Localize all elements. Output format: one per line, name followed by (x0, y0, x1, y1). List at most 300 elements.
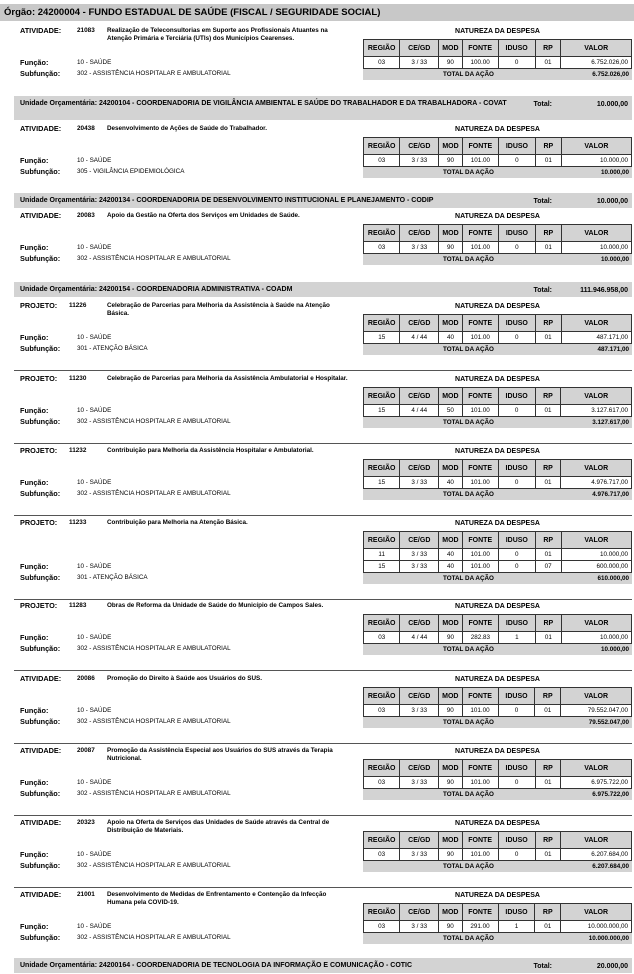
column-header: FONTE (462, 688, 498, 705)
column-header: CE/GD (400, 760, 439, 777)
unidade-title: Unidade Orçamentária: 24200134 - COORDENADORIA DE DESENVOLVIMENTO INSTITUCIONAL E PLANEJAMENTO - CODIP (20, 197, 434, 204)
total-acao-value: 3.127.617,00 (592, 419, 629, 426)
expense-cell: 0 (498, 849, 535, 861)
action-code: 20083 (77, 212, 95, 219)
subfuncao-label: Subfunção: (20, 69, 61, 78)
column-header: MOD (439, 760, 463, 777)
column-header: REGIÃO (364, 460, 400, 477)
column-header: RP (535, 138, 561, 155)
column-header: IDUSO (498, 904, 535, 921)
unidade-total-label: Total: (533, 101, 552, 108)
total-acao-label: TOTAL DA AÇÃO (443, 71, 494, 78)
action-code: 20438 (77, 125, 95, 132)
expense-cell: 101.00 (462, 849, 498, 861)
subfuncao-label: Subfunção: (20, 489, 61, 498)
expense-cell: 01 (535, 405, 561, 417)
unidade-orcamentaria-header (14, 96, 632, 120)
column-header: IDUSO (498, 388, 535, 405)
expense-cell: 101.00 (462, 705, 498, 717)
total-acao-row (363, 254, 632, 265)
subfuncao-value: 302 - ASSISTÊNCIA HOSPITALAR E AMBULATORIAL (77, 862, 231, 869)
column-header: RP (535, 40, 561, 57)
expense-cell: 3 / 33 (400, 705, 439, 717)
expense-cell: 10.000,00 (561, 155, 631, 167)
expense-cell: 3.127.617,00 (561, 405, 632, 417)
unidade-title: Unidade Orçamentária: 24200164 - COORDENADORIA DE TECNOLOGIA DA INFORMAÇÃO E COMUNICAÇÃO - COTIC (20, 962, 413, 969)
unidade-orcamentaria-header (14, 958, 632, 973)
expense-cell: 3 / 33 (400, 477, 439, 489)
column-header: FONTE (462, 532, 498, 549)
expense-cell: 0 (498, 405, 535, 417)
funcao-label: Função: (20, 562, 49, 571)
total-acao-label: TOTAL DA AÇÃO (443, 646, 494, 653)
funcao-label: Função: (20, 58, 49, 67)
unidade-total-label: Total: (533, 198, 552, 205)
column-header: MOD (439, 615, 463, 632)
column-header: VALOR (561, 615, 631, 632)
action-description: Apoio na Oferta de Serviços das Unidades de Saúde através da Central de Distribuição de Materiais. (107, 819, 330, 834)
column-header: CE/GD (400, 40, 439, 57)
action-kind-label: PROJETO: (20, 374, 58, 383)
expense-cell: 90 (439, 155, 463, 167)
column-header: VALOR (561, 460, 632, 477)
column-header: VALOR (561, 688, 632, 705)
natureza-header: NATUREZA DA DESPESA (455, 520, 540, 527)
section-divider (14, 887, 632, 888)
expense-header-row (364, 760, 632, 777)
column-header: MOD (439, 688, 462, 705)
action-kind-label: ATIVIDADE: (20, 674, 62, 683)
column-header: IDUSO (498, 832, 535, 849)
expense-cell: 101.00 (462, 242, 498, 254)
unidade-total-value: 10.000,00 (596, 101, 628, 108)
column-header: FONTE (462, 760, 498, 777)
expense-cell: 10.000.000,00 (561, 921, 632, 933)
natureza-header: NATUREZA DA DESPESA (455, 603, 540, 610)
total-acao-row (363, 717, 632, 728)
total-acao-label: TOTAL DA AÇÃO (443, 256, 494, 263)
funcao-label: Função: (20, 850, 49, 859)
expense-row (364, 549, 632, 561)
funcao-value: 10 - SAÚDE (77, 634, 112, 641)
expense-cell: 10.000,00 (561, 549, 631, 561)
action-kind-label: ATIVIDADE: (20, 746, 62, 755)
expense-table (363, 831, 632, 861)
column-header: RP (535, 688, 561, 705)
column-header: CE/GD (400, 460, 439, 477)
expense-table (363, 137, 632, 167)
unidade-total-value: 20.000,00 (596, 963, 628, 970)
expense-cell: 6.207.684,00 (561, 849, 632, 861)
column-header: CE/GD (400, 832, 439, 849)
orgao-header: Órgão: 24200004 - FUNDO ESTADUAL DE SAÚDE (FISCAL / SEGURIDADE SOCIAL) (0, 4, 634, 21)
column-header: REGIÃO (364, 904, 400, 921)
action-block (14, 123, 632, 191)
action-description: Realização de Teleconsultorias em Suporte aos Profissionais Atuantes na Atenção Primária e Terciária (UTIs) dos Municípios Cearenses. (107, 27, 328, 42)
expense-header-row (364, 832, 632, 849)
column-header: VALOR (561, 225, 631, 242)
column-header: VALOR (561, 40, 632, 57)
action-description: Desenvolvimento de Medidas de Enfrentamento e Contenção da Infecção Humana pela COVID-19. (107, 891, 327, 906)
action-description: Promoção do Direito à Saúde aos Usuários do SUS. (107, 675, 263, 682)
column-header: RP (535, 532, 561, 549)
expense-cell: 90 (439, 849, 463, 861)
expense-cell: 1 (498, 921, 535, 933)
section-divider (14, 670, 632, 671)
expense-cell: 4 / 44 (400, 632, 439, 644)
expense-cell: 90 (439, 57, 463, 69)
action-kind-label: ATIVIDADE: (20, 818, 62, 827)
expense-cell: 03 (364, 242, 400, 254)
column-header: REGIÃO (364, 688, 400, 705)
expense-cell: 15 (364, 405, 400, 417)
total-acao-value: 10.000.000,00 (588, 935, 629, 942)
action-code: 21083 (77, 27, 95, 34)
action-kind-label: ATIVIDADE: (20, 124, 62, 133)
action-block (14, 600, 632, 668)
subfuncao-value: 302 - ASSISTÊNCIA HOSPITALAR E AMBULATORIAL (77, 255, 231, 262)
expense-cell: 11 (364, 549, 400, 561)
funcao-label: Função: (20, 156, 49, 165)
expense-cell: 0 (498, 242, 535, 254)
action-kind-label: PROJETO: (20, 601, 58, 610)
expense-cell: 01 (535, 849, 561, 861)
column-header: REGIÃO (364, 532, 400, 549)
funcao-label: Função: (20, 778, 49, 787)
expense-cell: 40 (439, 549, 463, 561)
expense-row (364, 57, 632, 69)
column-header: VALOR (561, 315, 631, 332)
expense-row (364, 561, 632, 573)
action-code: 11283 (69, 602, 87, 609)
funcao-value: 10 - SAÚDE (77, 59, 112, 66)
action-block (14, 210, 632, 280)
expense-cell: 487.171,00 (561, 332, 631, 344)
expense-cell: 1 (498, 632, 535, 644)
funcao-label: Função: (20, 333, 49, 342)
column-header: FONTE (462, 40, 498, 57)
column-header: CE/GD (400, 904, 439, 921)
action-kind-label: PROJETO: (20, 301, 58, 310)
action-code: 20323 (77, 819, 95, 826)
natureza-header: NATUREZA DA DESPESA (455, 28, 540, 35)
action-description: Promoção da Assistência Especial aos Usuários do SUS através da Terapia Nutricional. (107, 747, 333, 762)
column-header: FONTE (462, 225, 498, 242)
column-header: CE/GD (400, 225, 439, 242)
expense-cell: 79.552.047,00 (561, 705, 632, 717)
action-block (14, 817, 632, 885)
subfuncao-label: Subfunção: (20, 167, 61, 176)
column-header: FONTE (462, 388, 498, 405)
expense-row (364, 921, 632, 933)
expense-cell: 03 (364, 632, 400, 644)
action-kind-label: ATIVIDADE: (20, 26, 62, 35)
column-header: CE/GD (400, 688, 439, 705)
subfuncao-value: 301 - ATENÇÃO BÁSICA (77, 574, 148, 581)
total-acao-row (363, 167, 632, 178)
column-header: IDUSO (498, 760, 535, 777)
total-acao-row (363, 417, 632, 428)
section-divider (14, 515, 632, 516)
expense-cell: 40 (439, 477, 463, 489)
total-acao-label: TOTAL DA AÇÃO (443, 346, 494, 353)
subfuncao-value: 302 - ASSISTÊNCIA HOSPITALAR E AMBULATORIAL (77, 934, 231, 941)
funcao-value: 10 - SAÚDE (77, 707, 112, 714)
column-header: FONTE (462, 832, 498, 849)
expense-row (364, 849, 632, 861)
total-acao-label: TOTAL DA AÇÃO (443, 719, 494, 726)
expense-cell: 03 (364, 705, 400, 717)
unidade-total-label: Total: (533, 963, 552, 970)
expense-row (364, 705, 632, 717)
subfuncao-label: Subfunção: (20, 789, 61, 798)
expense-cell: 101.00 (462, 549, 498, 561)
column-header: REGIÃO (364, 388, 400, 405)
expense-cell: 10.000,00 (561, 242, 631, 254)
action-description: Obras de Reforma da Unidade de Saúde do Município de Campos Sales. (107, 602, 324, 609)
expense-cell: 0 (498, 57, 535, 69)
column-header: VALOR (561, 138, 631, 155)
expense-cell: 101.00 (462, 561, 498, 573)
column-header: IDUSO (498, 315, 535, 332)
column-header: RP (535, 225, 561, 242)
subfuncao-label: Subfunção: (20, 644, 61, 653)
expense-cell: 07 (535, 561, 561, 573)
action-code: 11232 (69, 447, 87, 454)
column-header: RP (535, 832, 561, 849)
column-header: VALOR (561, 532, 631, 549)
column-header: MOD (439, 138, 463, 155)
natureza-header: NATUREZA DA DESPESA (455, 126, 540, 133)
natureza-header: NATUREZA DA DESPESA (455, 448, 540, 455)
expense-cell: 4.976.717,00 (561, 477, 632, 489)
expense-row (364, 405, 632, 417)
total-acao-label: TOTAL DA AÇÃO (443, 791, 494, 798)
total-acao-row (363, 933, 632, 944)
subfuncao-label: Subfunção: (20, 573, 61, 582)
expense-cell: 3 / 33 (400, 849, 439, 861)
expense-cell: 03 (364, 155, 400, 167)
expense-table (363, 687, 632, 717)
subfuncao-value: 305 - VIGILÂNCIA EPIDEMIOLÓGICA (77, 168, 185, 175)
unidade-total-value: 111.946.958,00 (580, 287, 628, 294)
column-header: RP (535, 904, 561, 921)
expense-cell: 40 (439, 332, 463, 344)
column-header: REGIÃO (364, 615, 400, 632)
expense-cell: 600.000,00 (561, 561, 631, 573)
action-code: 11230 (69, 375, 87, 382)
column-header: FONTE (462, 904, 498, 921)
expense-header-row (364, 904, 632, 921)
column-header: REGIÃO (364, 138, 400, 155)
expense-cell: 0 (498, 549, 535, 561)
expense-cell: 01 (535, 921, 561, 933)
action-code: 11233 (69, 519, 87, 526)
funcao-value: 10 - SAÚDE (77, 563, 112, 570)
expense-header-row (364, 315, 632, 332)
expense-table (363, 39, 632, 69)
expense-table (363, 903, 632, 933)
subfuncao-value: 302 - ASSISTÊNCIA HOSPITALAR E AMBULATORIAL (77, 418, 231, 425)
total-acao-label: TOTAL DA AÇÃO (443, 169, 494, 176)
column-header: MOD (439, 225, 463, 242)
column-header: VALOR (561, 388, 632, 405)
action-block (14, 745, 632, 813)
expense-cell: 01 (535, 632, 561, 644)
expense-cell: 101.00 (462, 477, 498, 489)
expense-cell: 03 (364, 57, 400, 69)
expense-cell: 15 (364, 332, 400, 344)
action-description: Contribuição para Melhoria na Atenção Básica. (107, 519, 248, 526)
total-acao-row (363, 69, 632, 80)
column-header: VALOR (561, 760, 632, 777)
column-header: MOD (439, 532, 463, 549)
total-acao-value: 6.752.026,00 (592, 71, 629, 78)
expense-table (363, 759, 632, 789)
funcao-value: 10 - SAÚDE (77, 851, 112, 858)
natureza-header: NATUREZA DA DESPESA (455, 303, 540, 310)
action-block (14, 25, 632, 95)
expense-cell: 03 (364, 849, 400, 861)
expense-row (364, 477, 632, 489)
expense-cell: 15 (364, 477, 400, 489)
action-block (14, 889, 632, 957)
column-header: REGIÃO (364, 40, 400, 57)
subfuncao-value: 302 - ASSISTÊNCIA HOSPITALAR E AMBULATORIAL (77, 790, 231, 797)
total-acao-row (363, 644, 632, 655)
subfuncao-label: Subfunção: (20, 254, 61, 263)
natureza-header: NATUREZA DA DESPESA (455, 376, 540, 383)
column-header: REGIÃO (364, 832, 400, 849)
expense-cell: 90 (439, 705, 462, 717)
action-description: Contribuição para Melhoria da Assistência Hospitalar e Ambulatorial. (107, 447, 314, 454)
expense-cell: 101.00 (462, 405, 498, 417)
expense-cell: 0 (498, 777, 535, 789)
column-header: REGIÃO (364, 225, 400, 242)
column-header: FONTE (462, 460, 498, 477)
total-acao-value: 4.976.717,00 (592, 491, 629, 498)
column-header: MOD (439, 832, 463, 849)
total-acao-label: TOTAL DA AÇÃO (443, 419, 494, 426)
unidade-total-label: Total: (533, 287, 552, 294)
column-header: REGIÃO (364, 315, 400, 332)
column-header: IDUSO (498, 532, 535, 549)
action-description: Desenvolvimento de Ações de Saúde do Trabalhador. (107, 125, 268, 132)
column-header: CE/GD (400, 138, 439, 155)
expense-cell: 15 (364, 561, 400, 573)
subfuncao-value: 302 - ASSISTÊNCIA HOSPITALAR E AMBULATORIAL (77, 70, 231, 77)
column-header: MOD (439, 388, 463, 405)
total-acao-row (363, 489, 632, 500)
column-header: RP (535, 388, 561, 405)
expense-cell: 50 (439, 405, 463, 417)
total-acao-label: TOTAL DA AÇÃO (443, 863, 494, 870)
column-header: IDUSO (498, 688, 535, 705)
expense-cell: 291.00 (462, 921, 498, 933)
funcao-label: Função: (20, 406, 49, 415)
action-code: 21001 (77, 891, 95, 898)
section-divider (14, 370, 632, 371)
total-acao-label: TOTAL DA AÇÃO (443, 491, 494, 498)
expense-cell: 03 (364, 921, 400, 933)
action-block (14, 373, 632, 441)
expense-cell: 01 (535, 57, 561, 69)
action-block (14, 445, 632, 513)
funcao-value: 10 - SAÚDE (77, 779, 112, 786)
expense-cell: 01 (535, 549, 561, 561)
action-kind-label: ATIVIDADE: (20, 890, 62, 899)
total-acao-row (363, 861, 632, 872)
column-header: CE/GD (400, 532, 439, 549)
expense-cell: 03 (364, 777, 400, 789)
column-header: IDUSO (498, 138, 535, 155)
action-block (14, 673, 632, 741)
expense-cell: 6.975.722,00 (561, 777, 632, 789)
unidade-title: Unidade Orçamentária: 24200104 - COORDENADORIA DE VIGILÂNCIA AMBIENTAL E SAÚDE DO TRABALHADOR E DA TRABALHADORA - COVAT (20, 100, 507, 107)
natureza-header: NATUREZA DA DESPESA (455, 892, 540, 899)
expense-header-row (364, 532, 632, 549)
natureza-header: NATUREZA DA DESPESA (455, 748, 540, 755)
funcao-value: 10 - SAÚDE (77, 334, 112, 341)
column-header: FONTE (462, 138, 498, 155)
column-header: CE/GD (400, 615, 439, 632)
total-acao-value: 487.171,00 (597, 346, 629, 353)
unidade-title: Unidade Orçamentária: 24200154 - COORDENADORIA ADMINISTRATIVA - COADM (20, 286, 293, 293)
subfuncao-label: Subfunção: (20, 861, 61, 870)
column-header: MOD (439, 904, 462, 921)
total-acao-row (363, 573, 632, 584)
action-code: 20086 (77, 675, 95, 682)
total-acao-value: 6.975.722,00 (592, 791, 629, 798)
expense-row (364, 332, 632, 344)
subfuncao-label: Subfunção: (20, 717, 61, 726)
section-divider (14, 743, 632, 744)
column-header: MOD (439, 460, 463, 477)
column-header: MOD (439, 40, 463, 57)
action-kind-label: PROJETO: (20, 446, 58, 455)
subfuncao-label: Subfunção: (20, 417, 61, 426)
expense-cell: 01 (535, 332, 561, 344)
expense-table (363, 387, 632, 417)
expense-cell: 3 / 33 (400, 549, 439, 561)
column-header: CE/GD (400, 315, 439, 332)
expense-cell: 6.752.026,00 (561, 57, 632, 69)
expense-header-row (364, 40, 632, 57)
total-acao-value: 10.000,00 (600, 646, 629, 653)
action-code: 11226 (69, 302, 87, 309)
subfuncao-value: 301 - ATENÇÃO BÁSICA (77, 345, 148, 352)
expense-cell: 01 (535, 705, 561, 717)
expense-cell: 01 (535, 155, 561, 167)
funcao-value: 10 - SAÚDE (77, 157, 112, 164)
total-acao-label: TOTAL DA AÇÃO (443, 575, 494, 582)
expense-cell: 90 (439, 632, 463, 644)
column-header: CE/GD (400, 388, 439, 405)
expense-cell: 90 (439, 242, 463, 254)
expense-cell: 0 (498, 332, 535, 344)
expense-cell: 3 / 33 (400, 777, 439, 789)
expense-cell: 0 (498, 705, 535, 717)
funcao-label: Função: (20, 243, 49, 252)
column-header: RP (535, 315, 561, 332)
expense-table (363, 314, 632, 344)
expense-cell: 100.00 (462, 57, 498, 69)
subfuncao-label: Subfunção: (20, 344, 61, 353)
expense-cell: 4 / 44 (400, 332, 439, 344)
natureza-header: NATUREZA DA DESPESA (455, 213, 540, 220)
expense-cell: 01 (535, 242, 561, 254)
action-description: Celebração de Parcerias para Melhoria da Assistência à Saúde na Atenção Básica. (107, 302, 330, 317)
